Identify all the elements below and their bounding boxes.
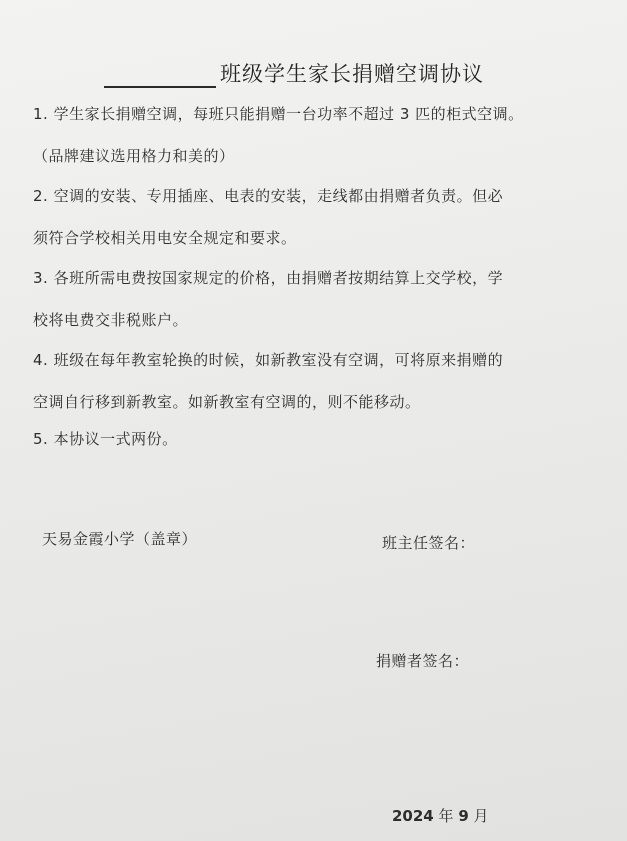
class-name-blank: [104, 64, 216, 88]
clause-1-line-1: 1. 学生家长捐赠空调，每班只能捐赠一台功率不超过 3 匹的柜式空调。: [33, 105, 524, 123]
agreement-date: [392, 805, 489, 826]
clause-5-line-1: 5. 本协议一式两份。: [33, 430, 178, 448]
clause-3: [33, 257, 607, 341]
clause-1-line-2: （品牌建议选用格力和美的）: [33, 147, 235, 165]
clause-2-line-1: 2. 空调的安装、专用插座、电表的安装，走线都由捐赠者负责。但必: [33, 187, 504, 205]
date-year-unit: 年: [438, 807, 454, 825]
clause-4: [33, 339, 607, 423]
date-year: 2024: [392, 807, 434, 825]
date-month-unit: 月: [473, 807, 489, 825]
school-seal-label: 天易金霞小学（盖章）: [42, 530, 198, 548]
donor-signature-label: 捐赠者签名：: [376, 652, 470, 670]
clause-4-line-1: 4. 班级在每年教室轮换的时候，如新教室没有空调，可将原来捐赠的: [33, 351, 504, 369]
date-month: 9: [458, 807, 469, 825]
clause-2-line-2: 须符合学校相关用电安全规定和要求。: [33, 229, 297, 247]
clause-5: [33, 418, 607, 460]
clause-3-line-2: 校将电费交非税账户。: [33, 311, 189, 329]
document-title: 班级学生家长捐赠空调协议: [220, 62, 484, 86]
document-title-row: [104, 58, 524, 88]
teacher-signature-label: 班主任签名：: [382, 534, 476, 552]
clause-2: [33, 175, 607, 259]
clause-1: [33, 93, 607, 177]
clause-3-line-1: 3. 各班所需电费按国家规定的价格，由捐赠者按期结算上交学校，学: [33, 269, 504, 287]
clause-4-line-2: 空调自行移到新教室。如新教室有空调的，则不能移动。: [33, 393, 421, 411]
